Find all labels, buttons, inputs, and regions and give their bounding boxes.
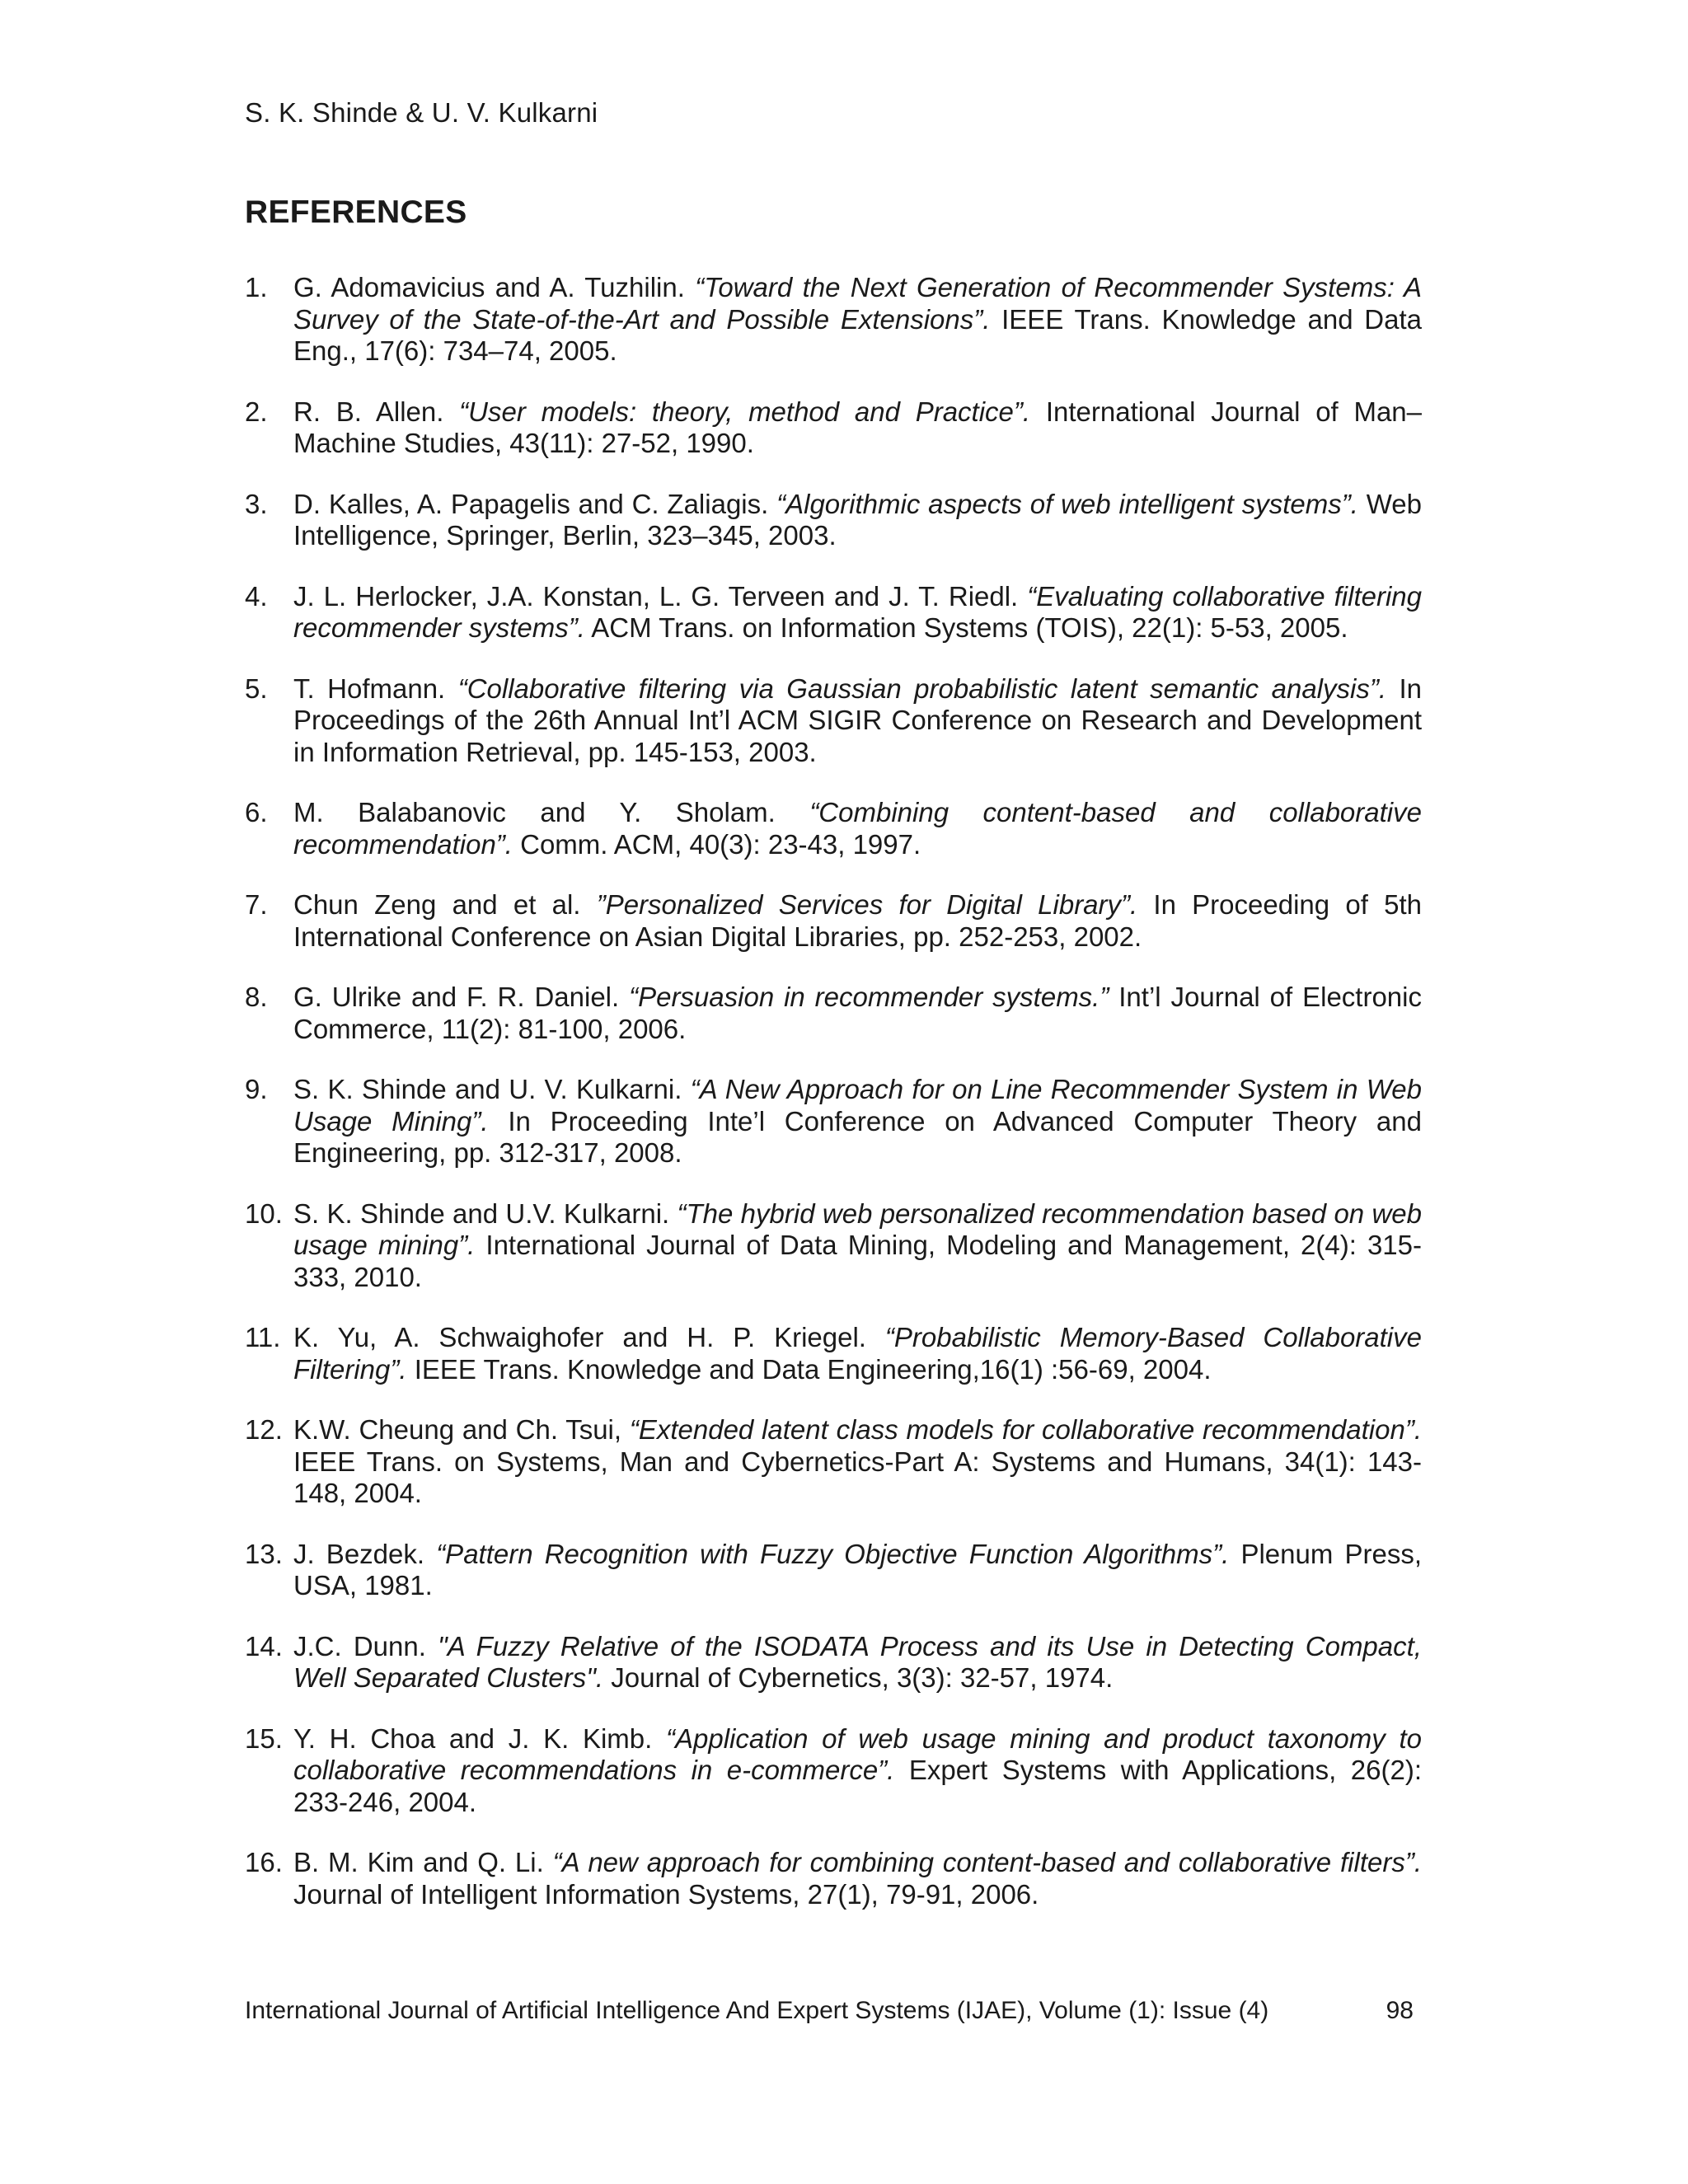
reference-number: 9. xyxy=(245,1074,268,1104)
reference-title: “Toward the Next Generation of Recommender Systems: A Survey of the State-of-the-Art and Possible Extensions”. xyxy=(293,272,1422,335)
reference-item xyxy=(245,982,1422,1045)
reference-title: “Combining content-based and collaborative recommendation”. xyxy=(293,797,1422,860)
reference-source: IEEE Trans. Knowledge and Data Eng., 17(6): 734–74, 2005. xyxy=(293,303,1422,366)
reference-title: “A new approach for combining content-based and collaborative filters”. xyxy=(552,1847,1422,1877)
reference-authors: B. M. Kim and Q. Li. xyxy=(293,1847,553,1877)
reference-number: 10. xyxy=(245,1197,283,1229)
reference-title: “Pattern Recognition with Fuzzy Objective Function Algorithms”. xyxy=(436,1538,1230,1569)
reference-title: “Evaluating collaborative filtering recommender systems”. xyxy=(293,580,1422,643)
reference-authors: M. Balabanovic and Y. Sholam. xyxy=(293,797,810,827)
reference-number: 13. xyxy=(245,1538,283,1569)
reference-item xyxy=(245,489,1422,552)
reference-number: 2. xyxy=(245,396,268,427)
reference-source: IEEE Trans. Knowledge and Data Engineering,16(1) :56-69, 2004. xyxy=(406,1353,1212,1385)
reference-title: “Extended latent class models for collaborative recommendation”. xyxy=(629,1414,1422,1445)
reference-number: 6. xyxy=(245,797,268,827)
reference-item xyxy=(245,1631,1422,1694)
reference-authors: J.C. Dunn. xyxy=(293,1630,438,1661)
reference-title: “Persuasion in recommender systems.” xyxy=(629,982,1109,1012)
section-heading: REFERENCES xyxy=(245,194,467,230)
running-head: S. K. Shinde & U. V. Kulkarni xyxy=(245,97,598,128)
reference-item xyxy=(245,1414,1422,1510)
reference-authors: K.W. Cheung and Ch. Tsui, xyxy=(293,1414,630,1445)
reference-authors: K. Yu, A. Schwaighofer and H. P. Kriegel. xyxy=(293,1322,885,1352)
reference-source: In Proceeding Inte’l Conference on Advanced Computer Theory and Engineering, pp. 312-317, 2008. xyxy=(293,1105,1422,1168)
reference-authors: Chun Zeng and et al. xyxy=(293,889,597,920)
reference-source: In Proceedings of the 26th Annual Int’l ACM SIGIR Conference on Research and Development in Information Retrieval, pp. 145-153, 2003. xyxy=(293,673,1422,767)
reference-title: “A New Approach for on Line Recommender System in Web Usage Mining”. xyxy=(293,1074,1422,1137)
reference-item xyxy=(245,797,1422,860)
reference-item xyxy=(245,673,1422,769)
reference-list xyxy=(245,272,1422,1939)
reference-authors: S. K. Shinde and U. V. Kulkarni. xyxy=(293,1074,691,1104)
reference-authors: Y. H. Choa and J. K. Kimb. xyxy=(293,1722,667,1754)
reference-source: International Journal of Data Mining, Modeling and Management, 2(4): 315-333, 2010. xyxy=(293,1230,1422,1292)
reference-source: Int’l Journal of Electronic Commerce, 11(2): 81-100, 2006. xyxy=(293,982,1422,1044)
reference-title: “Application of web usage mining and product taxonomy to collaborative recommendations in e-commerce”. xyxy=(293,1722,1422,1785)
reference-item xyxy=(245,889,1422,953)
reference-number: 4. xyxy=(245,580,268,612)
reference-number: 7. xyxy=(245,889,268,920)
reference-authors: G. Ulrike and F. R. Daniel. xyxy=(293,982,630,1012)
reference-title: “Algorithmic aspects of web intelligent systems”. xyxy=(776,488,1358,519)
reference-source: Comm. ACM, 40(3): 23-43, 1997. xyxy=(512,828,921,860)
reference-number: 5. xyxy=(245,673,268,704)
reference-authors: J. Bezdek. xyxy=(293,1538,437,1569)
page-number: 98 xyxy=(1386,1997,1414,2024)
reference-item xyxy=(245,581,1422,644)
reference-number: 15. xyxy=(245,1722,283,1754)
reference-title: “The hybrid web personalized recommendation based on web usage mining”. xyxy=(293,1197,1422,1260)
reference-source: Plenum Press, USA, 1981. xyxy=(293,1538,1422,1601)
reference-number: 1. xyxy=(245,272,268,302)
reference-source: Web Intelligence, Springer, Berlin, 323–345, 2003. xyxy=(293,488,1422,551)
reference-title: ”Personalized Services for Digital Library”. xyxy=(596,889,1138,920)
reference-item xyxy=(245,1322,1422,1385)
reference-authors: G. Adomavicius and A. Tuzhilin. xyxy=(293,272,696,302)
reference-number: 3. xyxy=(245,488,268,519)
reference-item xyxy=(245,1723,1422,1819)
reference-source: IEEE Trans. on Systems, Man and Cybernetics-Part A: Systems and Humans, 34(1): 143-148, 2004. xyxy=(293,1446,1422,1508)
reference-number: 14. xyxy=(245,1630,283,1661)
footer-journal-name: International Journal of Artificial Intelligence And Expert Systems (IJAE), Volume (1): Issue (4) xyxy=(245,1997,1269,2024)
reference-item xyxy=(245,272,1422,368)
reference-authors: J. L. Herlocker, J.A. Konstan, L. G. Terveen and J. T. Riedl. xyxy=(293,580,1028,612)
reference-item xyxy=(245,396,1422,460)
reference-title: “Collaborative filtering via Gaussian probabilistic latent semantic analysis”. xyxy=(457,673,1386,704)
reference-title: “Probabilistic Memory-Based Collaborative Filtering”. xyxy=(293,1322,1422,1385)
reference-source: International Journal of Man–Machine Studies, 43(11): 27-52, 1990. xyxy=(293,396,1423,458)
reference-number: 16. xyxy=(245,1847,283,1877)
reference-item xyxy=(245,1847,1422,1910)
reference-authors: S. K. Shinde and U.V. Kulkarni. xyxy=(293,1197,678,1229)
reference-item xyxy=(245,1198,1422,1294)
reference-item xyxy=(245,1074,1422,1169)
reference-number: 12. xyxy=(245,1414,283,1445)
reference-title: "A Fuzzy Relative of the ISODATA Process and its Use in Detecting Compact, Well Separated Clusters". xyxy=(293,1630,1422,1693)
reference-source: Expert Systems with Applications, 26(2): 233-246, 2004. xyxy=(293,1755,1422,1817)
reference-source: ACM Trans. on Information Systems (TOIS), 22(1): 5-53, 2005. xyxy=(584,612,1348,643)
reference-item xyxy=(245,1539,1422,1602)
reference-source: In Proceeding of 5th International Conference on Asian Digital Libraries, pp. 252-253, 2002. xyxy=(293,889,1422,952)
reference-source: Journal of Intelligent Information Systems, 27(1), 79-91, 2006. xyxy=(293,1878,1039,1910)
reference-number: 8. xyxy=(245,982,268,1012)
reference-source: Journal of Cybernetics, 3(3): 32-57, 1974. xyxy=(603,1662,1114,1693)
reference-authors: R. B. Allen. xyxy=(293,396,460,427)
reference-authors: T. Hofmann. xyxy=(293,673,458,704)
reference-number: 11. xyxy=(245,1322,281,1352)
reference-title: “User models: theory, method and Practice”. xyxy=(459,396,1031,427)
reference-authors: D. Kalles, A. Papagelis and C. Zaliagis. xyxy=(293,488,777,519)
